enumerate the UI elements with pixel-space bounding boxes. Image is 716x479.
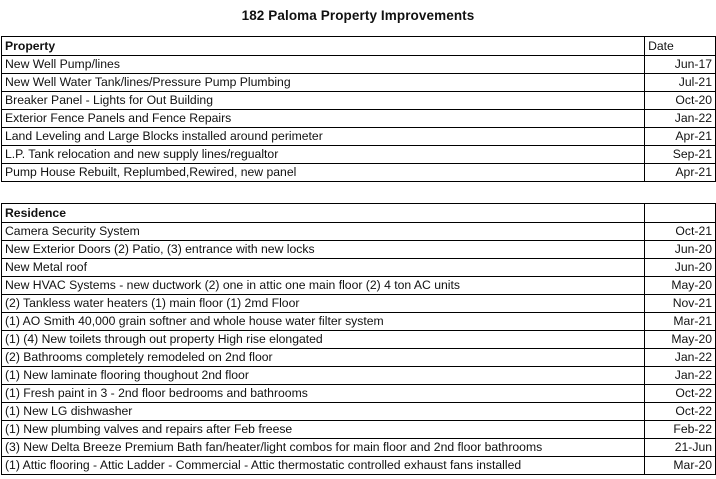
residence-item: (1) AO Smith 40,000 grain softner and whole house water filter system — [2, 313, 645, 331]
residence-date: 21-Jun — [645, 439, 716, 457]
residence-date: Mar-21 — [645, 313, 716, 331]
residence-row — [2, 331, 716, 349]
residence-header-row — [2, 204, 716, 223]
residence-date: Nov-21 — [645, 295, 716, 313]
property-row — [2, 92, 716, 110]
residence-item: (1) New LG dishwasher — [2, 403, 645, 421]
property-item: New Well Pump/lines — [2, 56, 645, 74]
residence-date: Jun-20 — [645, 241, 716, 259]
residence-row — [2, 439, 716, 457]
residence-row — [2, 385, 716, 403]
property-date: Jun-17 — [645, 56, 716, 74]
property-item: L.P. Tank relocation and new supply lines/regualtor — [2, 146, 645, 164]
residence-date-header — [645, 204, 716, 223]
residence-row — [2, 277, 716, 295]
residence-row — [2, 421, 716, 439]
property-date: Sep-21 — [645, 146, 716, 164]
residence-date: Jan-22 — [645, 349, 716, 367]
residence-table — [1, 203, 716, 475]
residence-item: (1) Attic flooring - Attic Ladder - Commercial - Attic thermostatic controlled exhaust fans installed — [2, 457, 645, 475]
residence-date: May-20 — [645, 277, 716, 295]
residence-date: Mar-20 — [645, 457, 716, 475]
property-item: New Well Water Tank/lines/Pressure Pump Plumbing — [2, 74, 645, 92]
residence-date: Oct-22 — [645, 385, 716, 403]
property-date: Apr-21 — [645, 164, 716, 182]
property-row — [2, 128, 716, 146]
residence-item: Camera Security System — [2, 223, 645, 241]
residence-item: New Exterior Doors (2) Patio, (3) entrance with new locks — [2, 241, 645, 259]
residence-row — [2, 403, 716, 421]
property-item: Land Leveling and Large Blocks installed around perimeter — [2, 128, 645, 146]
residence-date: May-20 — [645, 331, 716, 349]
page-title: 182 Paloma Property Improvements — [241, 8, 475, 23]
residence-date: Oct-21 — [645, 223, 716, 241]
residence-row — [2, 349, 716, 367]
property-row — [2, 146, 716, 164]
residence-item: (1) New plumbing valves and repairs after Feb freese — [2, 421, 645, 439]
residence-item: (2) Tankless water heaters (1) main floor (1) 2md Floor — [2, 295, 645, 313]
residence-item: (3) New Delta Breeze Premium Bath fan/heater/light combos for main floor and 2nd floor bathrooms — [2, 439, 645, 457]
property-date: Jan-22 — [645, 110, 716, 128]
residence-item: (1) (4) New toilets through out property High rise elongated — [2, 331, 645, 349]
property-date: Apr-21 — [645, 128, 716, 146]
residence-date: Feb-22 — [645, 421, 716, 439]
residence-row — [2, 313, 716, 331]
residence-item: New HVAC Systems - new ductwork (2) one in attic one main floor (2) 4 ton AC units — [2, 277, 645, 295]
residence-row — [2, 223, 716, 241]
property-item: Breaker Panel - Lights for Out Building — [2, 92, 645, 110]
residence-row — [2, 295, 716, 313]
residence-row — [2, 367, 716, 385]
property-item: Pump House Rebuilt, Replumbed,Rewired, new panel — [2, 164, 645, 182]
property-date: Oct-20 — [645, 92, 716, 110]
residence-header: Residence — [2, 204, 645, 223]
residence-item: (1) Fresh paint in 3 - 2nd floor bedrooms and bathrooms — [2, 385, 645, 403]
property-item: Exterior Fence Panels and Fence Repairs — [2, 110, 645, 128]
property-header: Property — [2, 37, 645, 56]
residence-item: New Metal roof — [2, 259, 645, 277]
property-header-row — [2, 37, 716, 56]
residence-row — [2, 457, 716, 475]
residence-item: (2) Bathrooms completely remodeled on 2nd floor — [2, 349, 645, 367]
residence-row — [2, 259, 716, 277]
property-row — [2, 110, 716, 128]
property-table — [1, 36, 716, 182]
property-date: Jul-21 — [645, 74, 716, 92]
property-row — [2, 74, 716, 92]
date-header: Date — [645, 37, 716, 56]
residence-date: Jun-20 — [645, 259, 716, 277]
residence-date: Jan-22 — [645, 367, 716, 385]
residence-row — [2, 241, 716, 259]
residence-date: Oct-22 — [645, 403, 716, 421]
property-row — [2, 56, 716, 74]
property-row — [2, 164, 716, 182]
residence-item: (1) New laminate flooring thoughout 2nd floor — [2, 367, 645, 385]
